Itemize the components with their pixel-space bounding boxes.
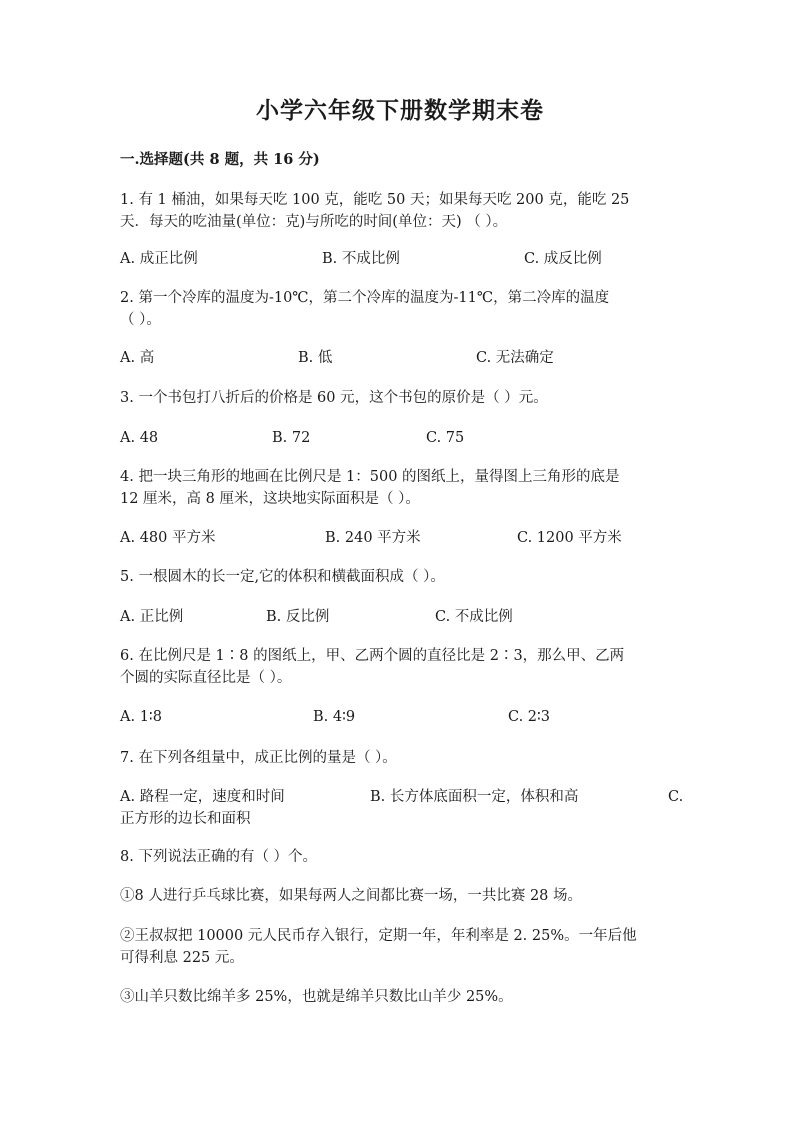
question-1-line-2: 天．每天的吃油量(单位：克)与所吃的时间(单位：天) （ ）。 [120, 214, 508, 230]
question-7-option-b: B. 长方体底面积一定，体积和高 [370, 789, 579, 805]
section-heading: 一.选择题(共 8 题，共 16 分) [120, 151, 320, 168]
question-7-option-a: A. 路程一定，速度和时间 [120, 789, 285, 805]
question-1-option-c: C. 成反比例 [524, 251, 602, 267]
question-2-option-b: B. 低 [298, 350, 333, 366]
question-2-line-2: （ ）。 [120, 312, 161, 328]
question-3-option-b: B. 72 [272, 430, 311, 446]
question-1-option-a: A. 成正比例 [120, 251, 198, 267]
question-4-option-b: B. 240 平方米 [325, 530, 421, 546]
question-8-statement-2-line-1: ②王叔叔把 10000 元人民币存入银行，定期一年，年利率是 2. 25%。一年后他 [120, 928, 637, 944]
question-3-option-c: C. 75 [426, 430, 465, 446]
question-8-line-1: 8. 下列说法正确的有（ ）个。 [120, 849, 318, 865]
question-7-line-1: 7. 在下列各组量中，成正比例的量是（ ）。 [120, 750, 397, 766]
question-5-option-a: A. 正比例 [120, 609, 184, 625]
question-4-option-a: A. 480 平方米 [120, 530, 216, 546]
question-6-line-1: 6. 在比例尺是 1∶8 的图纸上，甲、乙两个圆的直径比是 2∶3，那么甲、乙两 [120, 648, 625, 664]
question-3-option-a: A. 48 [120, 430, 159, 446]
question-5-option-b: B. 反比例 [266, 609, 330, 625]
question-2-option-a: A. 高 [120, 350, 155, 366]
question-2-option-c: C. 无法确定 [476, 350, 554, 366]
question-3-line-1: 3. 一个书包打八折后的价格是 60 元，这个书包的原价是（ ）元。 [120, 390, 548, 406]
question-4-option-c: C. 1200 平方米 [517, 530, 622, 546]
question-4-line-1: 4. 把一块三角形的地画在比例尺是 1：500 的图纸上，量得图上三角形的底是 [120, 469, 620, 485]
question-2-line-1: 2. 第一个冷库的温度为-10℃，第二个冷库的温度为-11℃，第二冷库的温度 [120, 290, 610, 306]
question-6-option-b: B. 4∶9 [313, 709, 356, 725]
question-8-statement-3: ③山羊只数比绵羊多 25%，也就是绵羊只数比山羊少 25%。 [120, 989, 513, 1005]
question-4-line-2: 12 厘米，高 8 厘米，这块地实际面积是（ ）。 [120, 491, 420, 507]
question-5-option-c: C. 不成比例 [435, 609, 513, 625]
question-1-line-1: 1. 有 1 桶油，如果每天吃 100 克，能吃 50 天；如果每天吃 200 克，能吃 25 [120, 192, 630, 208]
question-7-option-c: C. [668, 789, 684, 805]
question-7-option-c-text: 正方形的边长和面积 [120, 811, 251, 827]
question-6-option-a: A. 1∶8 [120, 709, 162, 725]
page-title: 小学六年级下册数学期末卷 [256, 97, 544, 124]
question-6-line-2: 个圆的实际直径比是（ ）。 [120, 670, 292, 686]
question-8-statement-1: ①8 人进行乒乓球比赛，如果每两人之间都比赛一场，一共比赛 28 场。 [120, 888, 583, 904]
question-8-statement-2-line-2: 可得利息 225 元。 [120, 950, 244, 966]
question-6-option-c: C. 2∶3 [508, 709, 551, 725]
question-1-option-b: B. 不成比例 [322, 251, 400, 267]
question-5-line-1: 5. 一根圆木的长一定,它的体积和横截面积成（ ）。 [120, 569, 445, 585]
